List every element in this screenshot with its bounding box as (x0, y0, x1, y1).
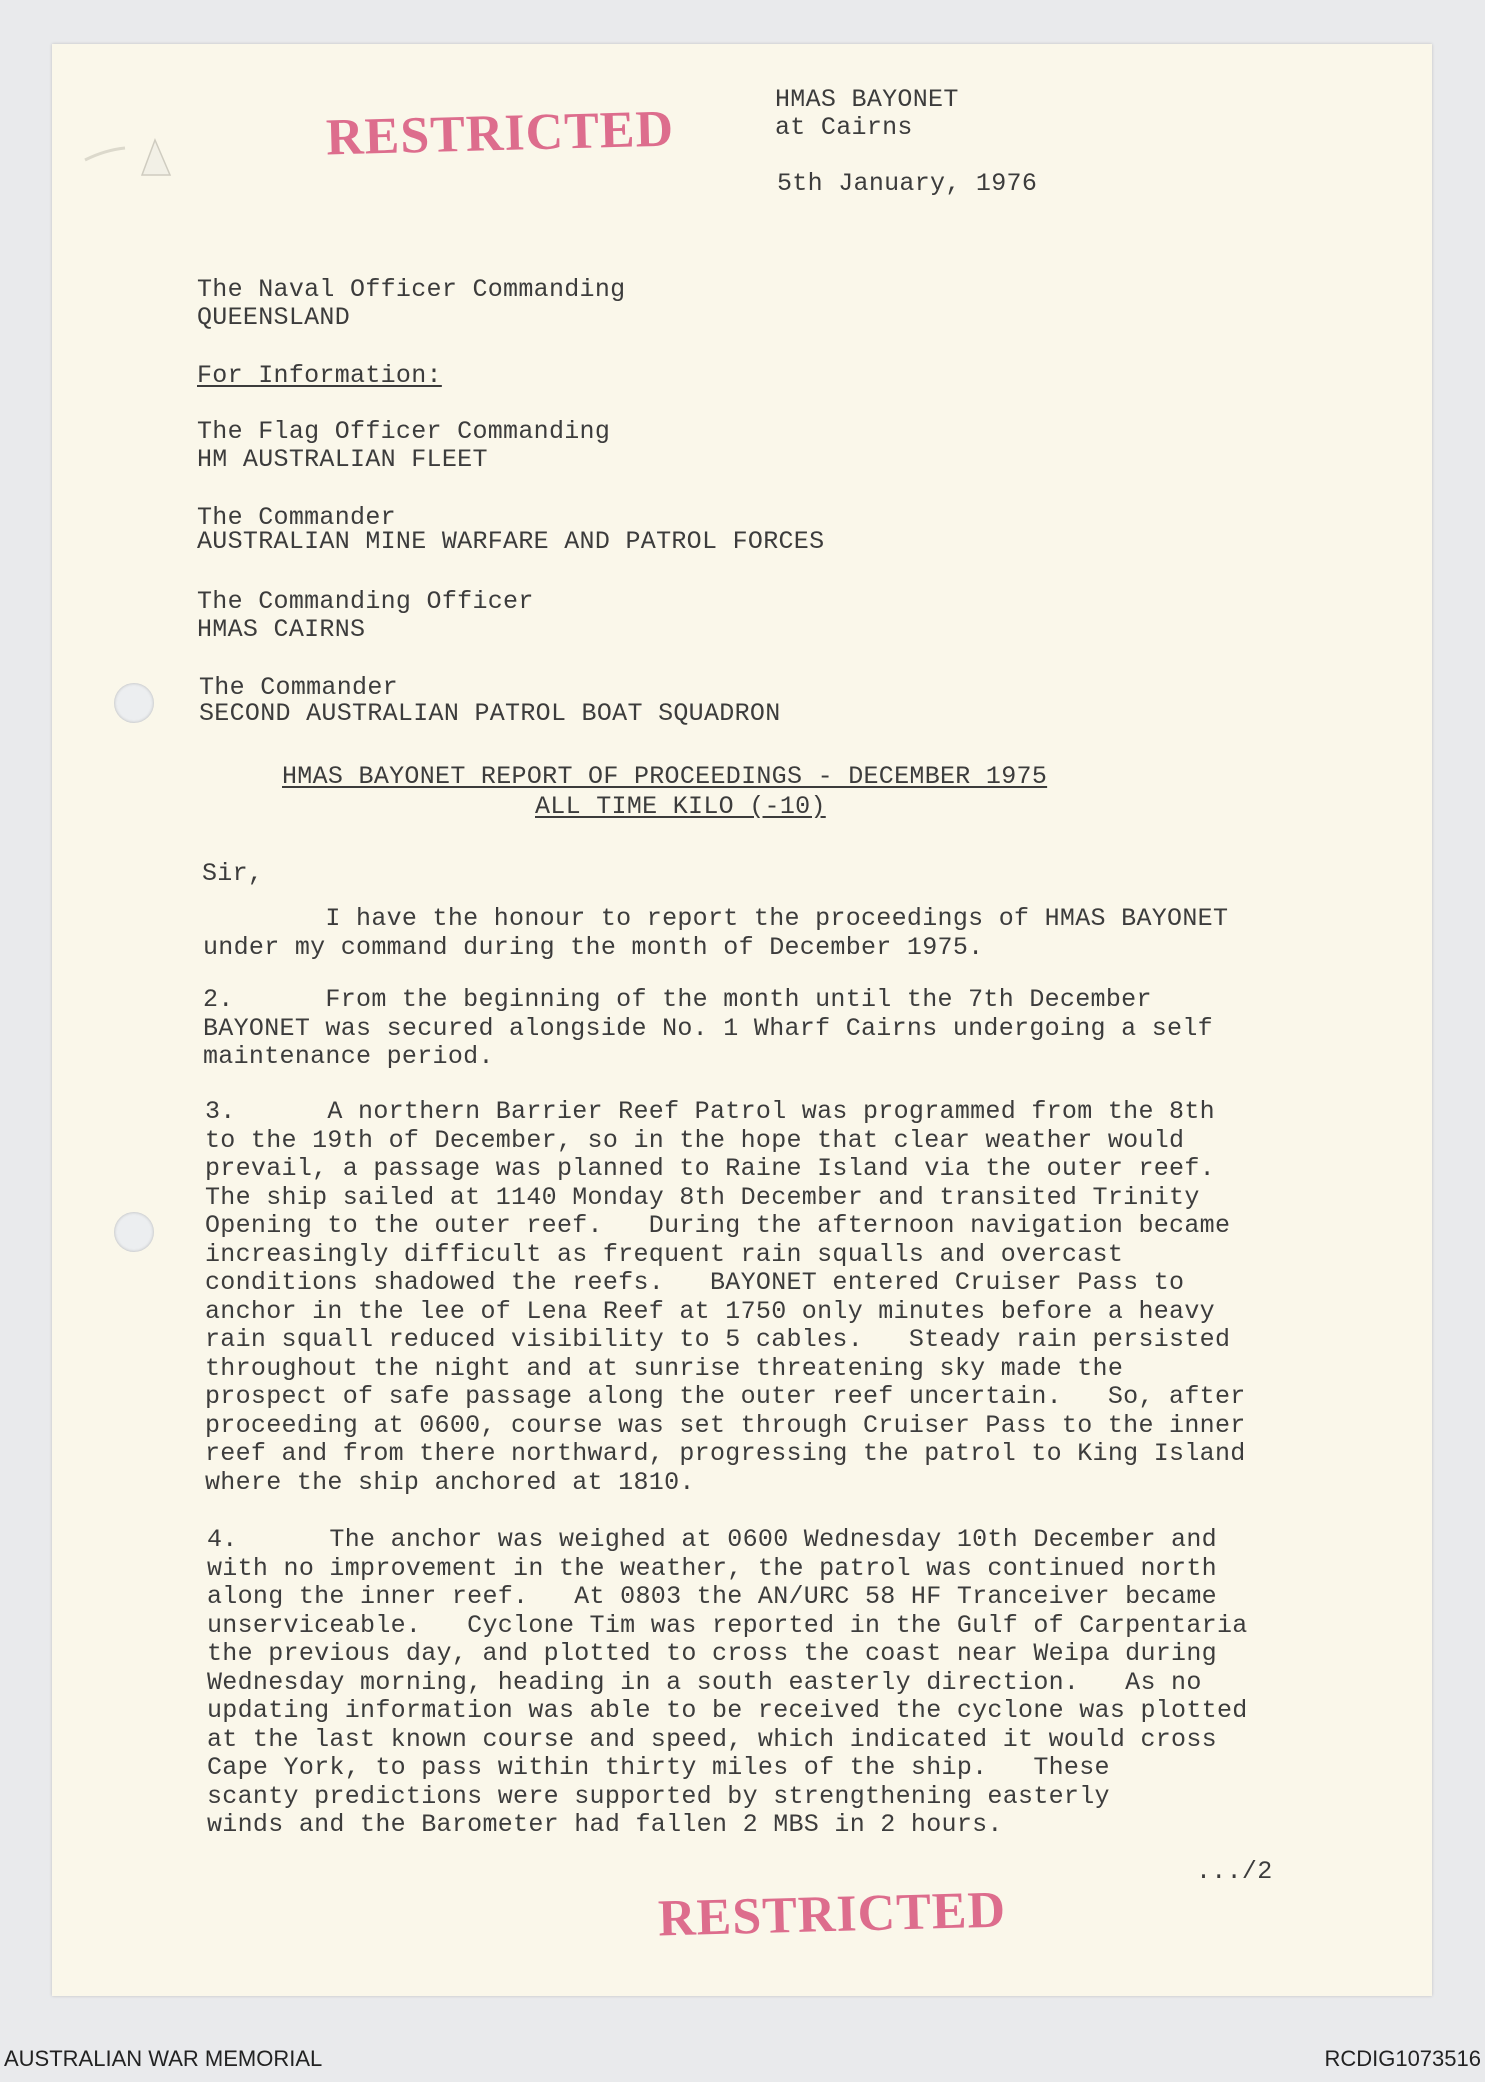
paragraph-1: I have the honour to report the proceedings of HMAS BAYONET under my command during the month of December 1975. (203, 904, 1229, 962)
report-title-line-2: ALL TIME KILO (-10) (535, 792, 826, 821)
info-recipient-3-line-1: The Commanding Officer (197, 587, 534, 616)
info-recipient-4-line-1: The Commander (199, 673, 398, 702)
report-title-line-1: HMAS BAYONET REPORT OF PROCEEDINGS - DECEMBER 1975 (282, 762, 1048, 791)
paragraph-3: 3. A northern Barrier Reef Patrol was programmed from the 8th to the 19th of December, so in the hope that clear weather would prevail, a passage was planned to Raine Island via the outer reef. The ship sailed at 1140 Monday 8th December and transited Trinity Opening to the outer reef. During the afternoon navigation became increasingly difficult as frequent rain squalls and overcast conditions shadowed the reefs. BAYONET entered Cruiser Pass to anchor in the lee of Lena Reef at 1750 only minutes before a heavy rain squall reduced visibility to 5 cables. Steady rain persisted throughout the night and at sunrise threatening sky made the prospect of safe passage along the outer reef uncertain. So, after proceeding at 0600, course was set through Cruiser Pass to the inner reef and from there northward, progressing the patrol to King Island where the ship anchored at 1810. (205, 1097, 1246, 1497)
restricted-stamp-top: RESTRICTED (325, 100, 675, 167)
info-recipient-3-line-2: HMAS CAIRNS (197, 615, 366, 644)
addressee-line-2: QUEENSLAND (197, 303, 351, 332)
info-recipient-1-line-2: HM AUSTRALIAN FLEET (197, 445, 488, 474)
info-recipient-4-line-2: SECOND AUSTRALIAN PATROL BOAT SQUADRON (199, 699, 781, 728)
for-information-label: For Information: (197, 361, 442, 390)
info-recipient-2-line-2: AUSTRALIAN MINE WARFARE AND PATROL FORCES (197, 527, 825, 556)
letter-date: 5th January, 1976 (777, 169, 1038, 198)
sender-location: at Cairns (775, 113, 913, 142)
paragraph-2: 2. From the beginning of the month until the 7th December BAYONET was secured alongside No. 1 Wharf Cairns undergoing a self maintenance period. (203, 985, 1213, 1071)
footer-record-id: RCDIG1073516 (1324, 2046, 1481, 2071)
punch-hole-lower (114, 1212, 154, 1252)
paper-damage-mark (80, 130, 180, 190)
salutation: Sir, (202, 859, 264, 888)
punch-hole-upper (114, 683, 154, 723)
addressee-line-1: The Naval Officer Commanding (197, 275, 626, 304)
info-recipient-2-line-1: The Commander (197, 503, 396, 532)
paragraph-4: 4. The anchor was weighed at 0600 Wednesday 10th December and with no improvement in the weather, the patrol was continued north along the inner reef. At 0803 the AN/URC 58 HF Tranceiver became unserviceable. Cyclone Tim was reported in the Gulf of Carpentaria the previous day, and plotted to cross the coast near Weipa during Wednesday morning, heading in a south easterly direction. As no updating information was able to be received the cyclone was plotted at the last known course and speed, which indicated it would cross Cape York, to pass within thirty miles of the ship. These scanty predictions were supported by strengthening easterly winds and the Barometer had fallen 2 MBS in 2 hours. (207, 1525, 1248, 1839)
info-recipient-1-line-1: The Flag Officer Commanding (197, 417, 611, 446)
footer-archive-name: AUSTRALIAN WAR MEMORIAL (4, 2046, 323, 2071)
continuation-marker: .../2 (1196, 1857, 1273, 1886)
sender-ship: HMAS BAYONET (775, 85, 959, 114)
restricted-stamp-bottom: RESTRICTED (657, 1881, 1007, 1948)
